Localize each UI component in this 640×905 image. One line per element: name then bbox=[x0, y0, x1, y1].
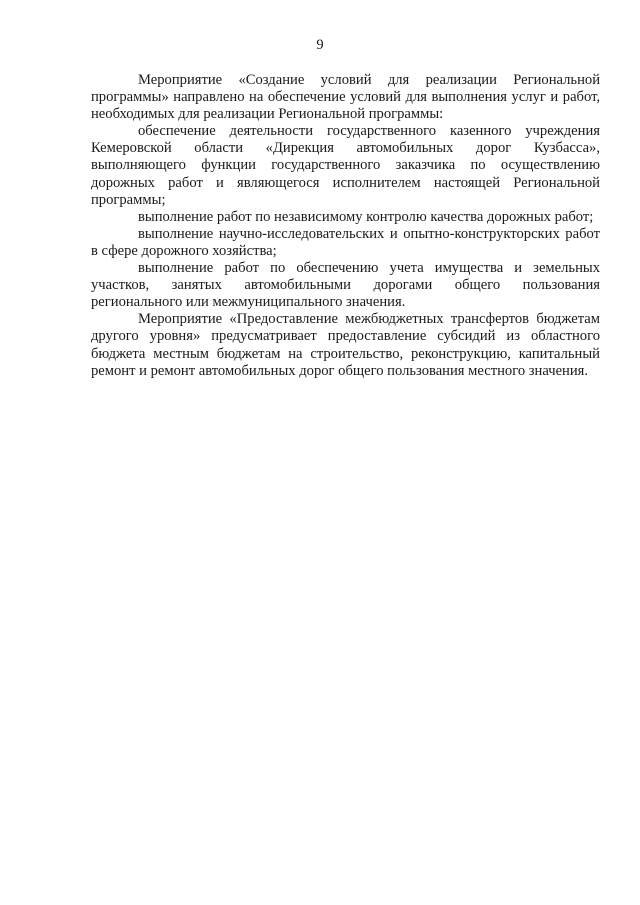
paragraph-road-conditions-measure: Мероприятие «Создание условий для реализации Региональной программы» направлено на обеспечение условий для выполнения услуг и работ, необходимых для реализации Региональной программы: bbox=[91, 72, 600, 123]
paragraph-quality-control: выполнение работ по независимому контролю качества дорожных работ; bbox=[138, 208, 594, 225]
paragraph-directorate-support: обеспечение деятельности государственного казенного учреждения Кемеровской области «Дирекция автомобильных дорог Кузбасса», выполняющего функции государственного заказчика по осуществлению дорожных работ и являющегося исполнителем настоящей Региональной программы; bbox=[91, 123, 600, 208]
paragraph-research-development: выполнение научно-исследовательских и опытно-конструкторских работ в сфере дорожного хозяйства; bbox=[91, 225, 600, 259]
document-body bbox=[91, 72, 600, 380]
paragraph-property-accounting: выполнение работ по обеспечению учета имущества и земельных участков, занятых автомобильными дорогами общего пользования регионального или межмуниципального значения. bbox=[91, 260, 600, 311]
page-number: 9 bbox=[316, 37, 324, 53]
paragraph-interbudget-transfers: Мероприятие «Предоставление межбюджетных трансфертов бюджетам другого уровня» предусматривает предоставление субсидий из областного бюджета местным бюджетам на строительство, реконструкцию, капитальный ремонт и ремонт автомобильных дорог общего пользования местного значения. bbox=[91, 311, 600, 379]
